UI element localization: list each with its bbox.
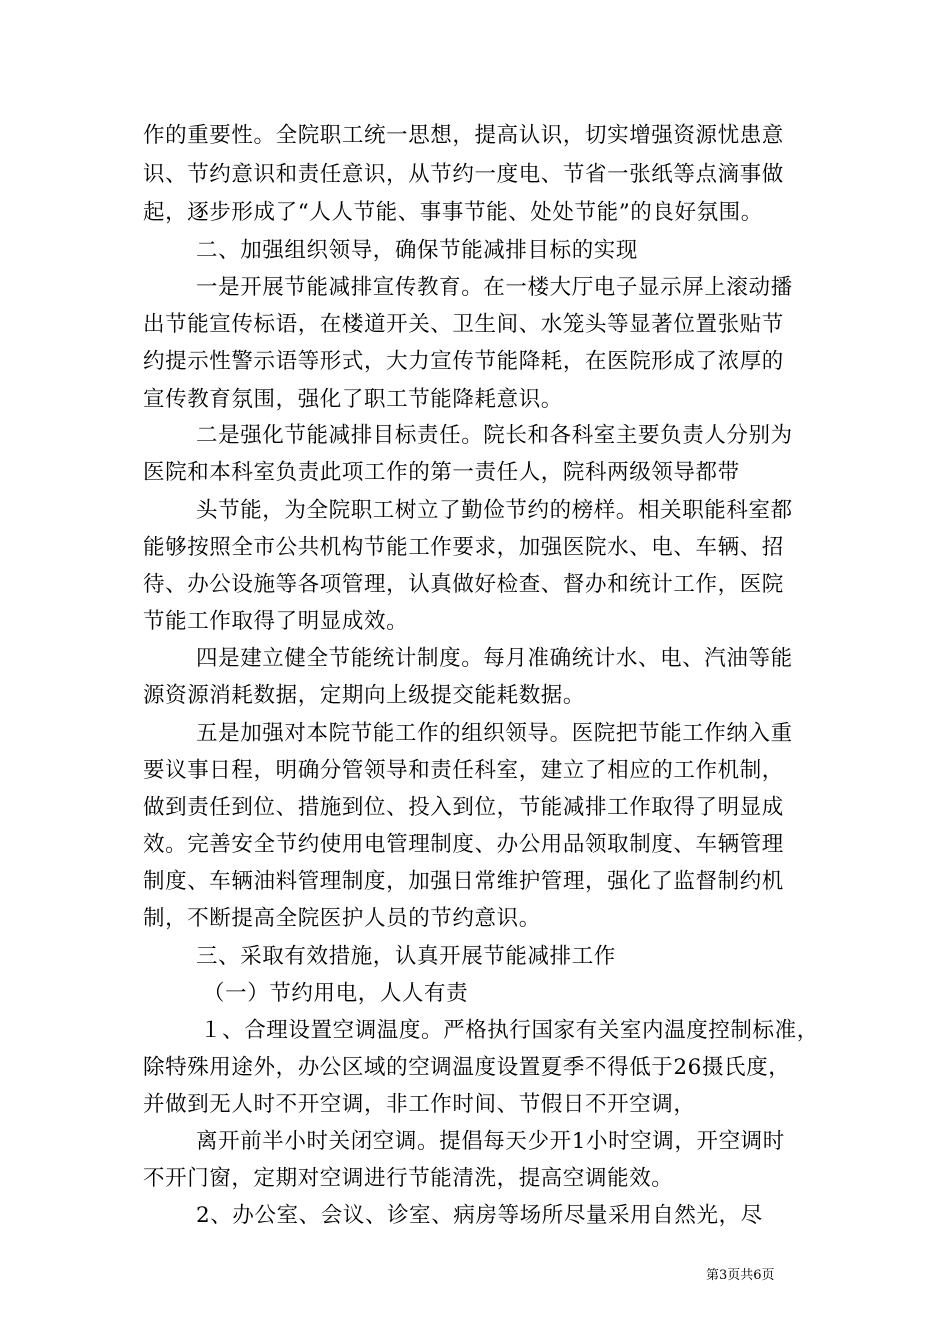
text-line: １、合理设置空调温度。严格执行国家有关室内温度控制标准， (200, 1018, 819, 1043)
text-line: 节能工作取得了明显成效。 (143, 609, 409, 634)
text-line: 能够按照全市公共机构节能工作要求，加强医院水、电、车辆、招 (143, 535, 784, 560)
text-line: 一是开展节能减排宣传教育。在一楼大厅电子显示屏上滚动播 (196, 275, 793, 300)
text-line: 效。完善安全节约使用电管理制度、办公用品领取制度、车辆管理 (143, 832, 784, 857)
text-line: 宣传教育氛围，强化了职工节能降耗意识。 (143, 387, 563, 412)
subsection-heading: （一）节约用电，人人有责 (203, 981, 469, 1006)
text-line: 约提示性警示语等形式，大力宣传节能降耗，在医院形成了浓厚的 (143, 349, 784, 374)
text-line: 离开前半小时关闭空调。提倡每天少开1小时空调，开空调时 (196, 1129, 785, 1154)
text-line: 要议事日程，明确分管领导和责任科室，建立了相应的工作机制， (143, 758, 784, 783)
text-line: 并做到无人时不开空调，非工作时间、节假日不开空调， (143, 1092, 696, 1117)
text-line: 做到责任到位、措施到位、投入到位，节能减排工作取得了明显成 (143, 795, 784, 820)
text-line: 二是强化节能减排目标责任。院长和各科室主要负责人分别为 (196, 423, 793, 448)
text-line: 识、节约意识和责任意识，从节约一度电、节省一张纸等点滴事做 (143, 162, 784, 187)
page-number: 第3页共6页 (706, 1268, 775, 1283)
text-line: 作的重要性。全院职工统一思想，提高认识，切实增强资源忧患意 (143, 123, 784, 148)
text-line: 出节能宣传标语，在楼道开关、卫生间、水笼头等显著位置张贴节 (143, 312, 784, 337)
section-heading: 三、采取有效措施，认真开展节能减排工作 (196, 944, 616, 969)
text-line: 制，不断提高全院医护人员的节约意识。 (143, 906, 541, 931)
text-line: 2、办公室、会议、诊室、病房等场所尽量采用自然光，尽 (196, 1203, 763, 1228)
section-heading: 二、加强组织领导，确保节能减排目标的实现 (196, 238, 639, 263)
text-line: 头节能，为全院职工树立了勤俭节约的榜样。相关职能科室都 (196, 498, 793, 523)
text-line: 起，逐步形成了“人人节能、事事节能、处处节能”的良好氛围。 (143, 200, 763, 225)
text-line: 除特殊用途外，办公区域的空调温度设置夏季不得低于26摄氏度， (143, 1055, 791, 1080)
text-line: 医院和本科室负责此项工作的第一责任人，院科两级领导都带 (143, 460, 740, 485)
text-line: 四是建立健全节能统计制度。每月准确统计水、电、汽油等能 (196, 646, 793, 671)
text-line: 制度、车辆油料管理制度，加强日常维护管理，强化了监督制约机 (143, 869, 784, 894)
text-line: 源资源消耗数据，定期向上级提交能耗数据。 (143, 683, 586, 708)
text-line: 五是加强对本院节能工作的组织领导。医院把节能工作纳入重 (196, 721, 793, 746)
text-line: 待、办公设施等各项管理，认真做好检查、督办和统计工作，医院 (143, 572, 784, 597)
text-line: 不开门窗，定期对空调进行节能清洗，提高空调能效。 (143, 1166, 674, 1191)
